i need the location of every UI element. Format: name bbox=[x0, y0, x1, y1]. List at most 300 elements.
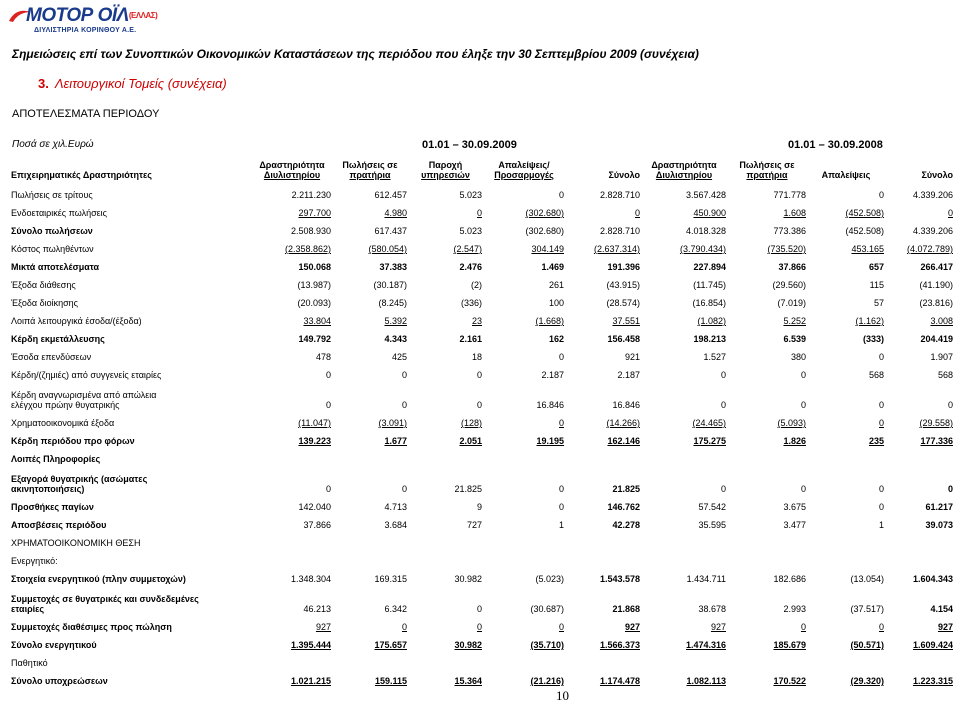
table-cell: 1.174.478 bbox=[599, 676, 640, 686]
table-cell: 0 bbox=[325, 400, 331, 410]
table-cell: 1.609.424 bbox=[912, 640, 953, 650]
table-cell: (35.710) bbox=[530, 640, 564, 650]
table-cell: (29.320) bbox=[850, 676, 884, 686]
table-cell: (2.547) bbox=[453, 244, 482, 254]
table-row bbox=[10, 380, 954, 410]
table-cell: (29.560) bbox=[772, 280, 806, 290]
table-cell: 57.542 bbox=[698, 502, 726, 512]
table-row bbox=[10, 632, 954, 650]
table-cell: 1.021.215 bbox=[290, 676, 331, 686]
table-cell: 4.339.206 bbox=[912, 190, 953, 200]
table-cell bbox=[727, 530, 807, 548]
column-header bbox=[807, 152, 885, 182]
table-cell: 0 bbox=[720, 484, 726, 494]
table-cell: (4.072.789) bbox=[906, 244, 953, 254]
table-cell bbox=[252, 446, 332, 464]
table-cell: 927 bbox=[710, 622, 726, 632]
table-cell: 2.187 bbox=[617, 370, 640, 380]
row-label: Έξοδα διάθεσης bbox=[11, 280, 76, 290]
table-row bbox=[10, 236, 954, 254]
table-header-row bbox=[10, 152, 954, 182]
row-label: Σύνολο πωλήσεων bbox=[11, 226, 93, 236]
table-cell bbox=[565, 548, 641, 566]
table-cell: (452.508) bbox=[845, 226, 884, 236]
table-cell: 304.149 bbox=[531, 244, 564, 254]
table-cell: 927 bbox=[315, 622, 331, 632]
table-cell: 0 bbox=[401, 400, 407, 410]
table-cell: 142.040 bbox=[298, 502, 331, 512]
table-cell bbox=[408, 548, 483, 566]
results-heading: ΑΠΟΤΕΛΕΣΜΑΤΑ ΠΕΡΙΟΔΟΥ bbox=[12, 108, 160, 120]
table-cell: 4.980 bbox=[384, 208, 407, 218]
row-label: Ενδοεταιρικές πωλήσεις bbox=[11, 208, 107, 218]
table-cell: 149.792 bbox=[298, 334, 331, 344]
table-cell: 0 bbox=[878, 502, 884, 512]
table-row bbox=[10, 290, 954, 308]
row-label: Πωλήσεις σε τρίτους bbox=[11, 190, 93, 200]
table-cell: 5.023 bbox=[459, 226, 482, 236]
table-cell: 4.343 bbox=[384, 334, 407, 344]
table-cell: 115 bbox=[869, 280, 884, 290]
table-cell: 37.383 bbox=[379, 262, 407, 272]
table-row bbox=[10, 254, 954, 272]
table-cell: 4.713 bbox=[384, 502, 407, 512]
table-cell bbox=[408, 446, 483, 464]
table-cell: 1.082.113 bbox=[686, 676, 726, 686]
table-cell: 0 bbox=[401, 622, 407, 632]
column-header-line1: Δραστηριότητα bbox=[259, 160, 325, 170]
table-cell: 227.894 bbox=[693, 262, 726, 272]
table-cell: 1.566.373 bbox=[599, 640, 640, 650]
section-title: 3. Λειτουργικοί Τομείς (συνέχεια) bbox=[38, 76, 227, 91]
table-cell: 0 bbox=[720, 370, 726, 380]
column-header-line2: Προσαρμογές bbox=[494, 170, 554, 180]
row-label: Συμμετοχές σε θυγατρικές και συνδεδεμένες εταιρίες bbox=[11, 594, 199, 614]
table-cell bbox=[727, 650, 807, 668]
units-label: Ποσά σε χιλ.Ευρώ bbox=[12, 139, 94, 150]
table-cell bbox=[727, 446, 807, 464]
table-cell bbox=[332, 446, 408, 464]
table-cell bbox=[483, 548, 565, 566]
table-cell: 16.846 bbox=[536, 400, 564, 410]
table-cell: (333) bbox=[862, 334, 884, 344]
column-header-label: Επιχειρηματικές Δραστηριότητες bbox=[11, 170, 152, 180]
column-header bbox=[565, 152, 641, 182]
table-cell: 1.604.343 bbox=[912, 574, 953, 584]
table-cell bbox=[483, 650, 565, 668]
table-cell: 100 bbox=[548, 298, 564, 308]
column-header bbox=[408, 152, 483, 182]
table-cell: (5.093) bbox=[777, 418, 806, 428]
column-header bbox=[641, 152, 727, 182]
table-cell: 0 bbox=[800, 400, 806, 410]
table-cell bbox=[332, 530, 408, 548]
table-cell: 57 bbox=[873, 298, 884, 308]
table-cell: 297.700 bbox=[298, 208, 331, 218]
table-row bbox=[10, 668, 954, 686]
table-row bbox=[10, 218, 954, 236]
table-cell: 9 bbox=[476, 502, 482, 512]
table-cell: 46.213 bbox=[303, 604, 331, 614]
table-cell: 1 bbox=[558, 520, 564, 530]
table-cell bbox=[727, 548, 807, 566]
table-cell bbox=[483, 446, 565, 464]
column-header-line1: Πωλήσεις σε bbox=[342, 160, 398, 170]
column-header-line2: Σύνολο bbox=[921, 170, 953, 180]
table-cell: 2.828.710 bbox=[599, 190, 640, 200]
column-header bbox=[885, 152, 954, 182]
table-row bbox=[10, 512, 954, 530]
table-cell: 0 bbox=[476, 604, 482, 614]
table-cell: 0 bbox=[558, 622, 564, 632]
table-cell: 3.684 bbox=[384, 520, 407, 530]
table-cell: (37.517) bbox=[850, 604, 884, 614]
table-cell: 0 bbox=[947, 484, 953, 494]
table-cell: 16.846 bbox=[612, 400, 640, 410]
table-cell: 568 bbox=[868, 370, 884, 380]
column-header-line1: Απαλείψεις/ bbox=[498, 160, 550, 170]
row-label: Συμμετοχές διαθέσιμες προς πώληση bbox=[11, 622, 172, 632]
row-label: Παθητικό bbox=[11, 658, 48, 668]
table-cell: 1 bbox=[878, 520, 884, 530]
row-label: Κόστος πωληθέντων bbox=[11, 244, 94, 254]
table-cell: (23.816) bbox=[919, 298, 953, 308]
table-cell: (1.162) bbox=[855, 316, 884, 326]
table-cell bbox=[807, 446, 885, 464]
table-cell bbox=[408, 530, 483, 548]
table-cell bbox=[885, 446, 954, 464]
column-header-line2: πρατήρια bbox=[746, 170, 788, 180]
column-header bbox=[727, 152, 807, 182]
table-row bbox=[10, 584, 954, 614]
table-cell: 162.146 bbox=[607, 436, 640, 446]
row-label: Λοιπές Πληροφορίες bbox=[11, 454, 101, 464]
table-cell: (41.190) bbox=[919, 280, 953, 290]
table-cell: 425 bbox=[391, 352, 407, 362]
table-cell: (452.508) bbox=[845, 208, 884, 218]
table-cell: 38.678 bbox=[698, 604, 726, 614]
table-row bbox=[10, 344, 954, 362]
table-cell: 0 bbox=[401, 370, 407, 380]
table-cell: 2.187 bbox=[541, 370, 564, 380]
table-cell: 0 bbox=[947, 400, 953, 410]
column-header bbox=[483, 152, 565, 182]
row-label: Στοιχεία ενεργητικού (πλην συμμετοχών) bbox=[11, 574, 186, 584]
table-cell: 568 bbox=[937, 370, 953, 380]
table-cell: 198.213 bbox=[693, 334, 726, 344]
table-cell: 1.677 bbox=[384, 436, 407, 446]
table-cell: 0 bbox=[720, 400, 726, 410]
table-cell: 35.595 bbox=[698, 520, 726, 530]
table-cell: 0 bbox=[558, 484, 564, 494]
table-cell: 0 bbox=[476, 622, 482, 632]
table-cell bbox=[641, 650, 727, 668]
row-label: Σύνολο υποχρεώσεων bbox=[11, 676, 108, 686]
table-cell: 0 bbox=[878, 190, 884, 200]
table-cell: 175.657 bbox=[374, 640, 407, 650]
table-cell: 727 bbox=[466, 520, 482, 530]
table-cell: 5.252 bbox=[783, 316, 806, 326]
table-cell: (302.680) bbox=[525, 226, 564, 236]
table-cell: (11.745) bbox=[693, 280, 726, 290]
row-label: Αποσβέσεις περιόδου bbox=[11, 520, 107, 530]
table-cell: 0 bbox=[476, 208, 482, 218]
table-cell: (24.465) bbox=[692, 418, 726, 428]
table-row bbox=[10, 650, 954, 668]
table-cell: 177.336 bbox=[920, 436, 953, 446]
table-row bbox=[10, 614, 954, 632]
table-cell: 612.457 bbox=[374, 190, 407, 200]
table-cell: 1.469 bbox=[541, 262, 564, 272]
table-cell: 1.434.711 bbox=[686, 574, 726, 584]
table-cell: 1.474.316 bbox=[685, 640, 726, 650]
table-row bbox=[10, 494, 954, 512]
table-cell: 3.567.428 bbox=[685, 190, 726, 200]
table-cell: 0 bbox=[878, 622, 884, 632]
table-cell: (11.047) bbox=[298, 418, 331, 428]
table-row bbox=[10, 200, 954, 218]
company-logo bbox=[8, 6, 158, 36]
table-cell: 0 bbox=[476, 370, 482, 380]
column-header bbox=[332, 152, 408, 182]
table-cell: (20.093) bbox=[297, 298, 331, 308]
column-header-line1: Παροχή bbox=[428, 160, 463, 170]
column-header-line2: Διυλιστηρίου bbox=[655, 170, 713, 180]
row-label: Εξαγορά θυγατρικής (ασώματες ακινητοποιήσεις) bbox=[11, 474, 148, 494]
table-cell: 2.051 bbox=[459, 436, 482, 446]
table-cell: 1.543.578 bbox=[599, 574, 640, 584]
table-cell: 1.907 bbox=[930, 352, 953, 362]
table-cell: (336) bbox=[460, 298, 482, 308]
table-row bbox=[10, 428, 954, 446]
table-cell: 18 bbox=[471, 352, 482, 362]
table-cell: 3.675 bbox=[783, 502, 806, 512]
table-cell: 6.342 bbox=[384, 604, 407, 614]
table-cell: 0 bbox=[878, 400, 884, 410]
table-row bbox=[10, 464, 954, 494]
table-cell: 39.073 bbox=[925, 520, 953, 530]
table-cell: 617.437 bbox=[374, 226, 407, 236]
table-cell: 150.068 bbox=[298, 262, 331, 272]
table-cell: 6.539 bbox=[783, 334, 806, 344]
column-header-line1: Πωλήσεις σε bbox=[739, 160, 795, 170]
table-cell bbox=[565, 530, 641, 548]
column-header-line2: υπηρεσιών bbox=[421, 170, 470, 180]
table-cell: 380 bbox=[790, 352, 806, 362]
table-cell: 921 bbox=[624, 352, 640, 362]
table-cell: 61.217 bbox=[925, 502, 953, 512]
table-cell: 261 bbox=[548, 280, 564, 290]
table-cell: (13.987) bbox=[297, 280, 331, 290]
row-label: Έξοδα διοίκησης bbox=[11, 298, 78, 308]
table-cell bbox=[332, 548, 408, 566]
table-cell: (7.019) bbox=[777, 298, 806, 308]
table-cell bbox=[885, 530, 954, 548]
row-label: Κέρδη/(ζημιές) από συγγενείς εταιρίες bbox=[11, 370, 162, 380]
table-cell: (30.187) bbox=[373, 280, 407, 290]
table-cell: 266.417 bbox=[920, 262, 953, 272]
table-cell: 450.900 bbox=[693, 208, 726, 218]
table-cell: 175.275 bbox=[693, 436, 726, 446]
table-cell: 235 bbox=[868, 436, 884, 446]
table-cell: 0 bbox=[800, 370, 806, 380]
table-cell: 3.477 bbox=[783, 520, 806, 530]
table-cell: 4.154 bbox=[930, 604, 953, 614]
table-cell: 169.315 bbox=[374, 574, 407, 584]
table-cell: 4.018.328 bbox=[685, 226, 726, 236]
table-cell: 146.762 bbox=[607, 502, 640, 512]
table-cell: (1.668) bbox=[535, 316, 564, 326]
row-label: ΧΡΗΜΑΤΟΟΙΚΟΝΟΜΙΚΗ ΘΕΣΗ bbox=[11, 538, 141, 548]
page-number: 10 bbox=[556, 688, 569, 703]
table-cell: (30.687) bbox=[530, 604, 564, 614]
row-label: Κέρδη αναγνωρισμένα από απώλεια ελέγχου πρώην θυγατρικής bbox=[11, 390, 157, 410]
table-cell: 927 bbox=[624, 622, 640, 632]
column-header-line2: Απαλείψεις bbox=[821, 170, 871, 180]
table-cell: 1.348.304 bbox=[290, 574, 331, 584]
table-cell: 2.211.230 bbox=[291, 190, 331, 200]
table-cell: 42.278 bbox=[612, 520, 640, 530]
segment-table bbox=[10, 152, 954, 686]
table-cell: (21.216) bbox=[530, 676, 564, 686]
table-cell: 21.825 bbox=[612, 484, 640, 494]
table-cell bbox=[807, 548, 885, 566]
table-row bbox=[10, 308, 954, 326]
table-row bbox=[10, 326, 954, 344]
table-row bbox=[10, 446, 954, 464]
column-header-line2: πρατήρια bbox=[349, 170, 391, 180]
table-cell: 2.828.710 bbox=[599, 226, 640, 236]
table-cell bbox=[408, 650, 483, 668]
table-cell bbox=[332, 650, 408, 668]
table-cell: 2.476 bbox=[459, 262, 482, 272]
row-label: Σύνολο ενεργητικού bbox=[11, 640, 97, 650]
table-cell: 453.165 bbox=[851, 244, 884, 254]
table-cell bbox=[565, 650, 641, 668]
table-cell bbox=[483, 530, 565, 548]
table-cell: 2.161 bbox=[459, 334, 482, 344]
table-cell: 0 bbox=[634, 208, 640, 218]
table-cell: 478 bbox=[315, 352, 331, 362]
table-cell: 0 bbox=[558, 352, 564, 362]
table-cell: 927 bbox=[937, 622, 953, 632]
row-label: Κέρδη εκμετάλλευσης bbox=[11, 334, 105, 344]
table-cell bbox=[565, 446, 641, 464]
column-header-line2: Διυλιστηρίου bbox=[263, 170, 321, 180]
table-cell: 182.686 bbox=[773, 574, 806, 584]
table-row bbox=[10, 530, 954, 548]
table-cell: 15.364 bbox=[454, 676, 482, 686]
table-cell bbox=[252, 530, 332, 548]
table-cell: 657 bbox=[868, 262, 884, 272]
row-label: Προσθήκες παγίων bbox=[11, 502, 94, 512]
row-label: Κέρδη περιόδου προ φόρων bbox=[11, 436, 135, 446]
row-label: Χρηματοοικονομικά έξοδα bbox=[11, 418, 115, 428]
table-cell: 37.866 bbox=[303, 520, 331, 530]
table-cell: (302.680) bbox=[525, 208, 564, 218]
table-cell: 1.608 bbox=[783, 208, 806, 218]
table-cell: 30.982 bbox=[454, 574, 482, 584]
row-label: Λοιπά λειτουργικά έσοδα/(έξοδα) bbox=[11, 316, 142, 326]
table-cell: 2.508.930 bbox=[290, 226, 331, 236]
table-cell: 156.458 bbox=[607, 334, 640, 344]
table-cell: 0 bbox=[476, 400, 482, 410]
row-label: Μικτά αποτελέσματα bbox=[11, 262, 100, 272]
table-cell: 0 bbox=[878, 418, 884, 428]
table-cell: (8.245) bbox=[378, 298, 407, 308]
table-cell: (28.574) bbox=[606, 298, 640, 308]
table-cell: 0 bbox=[947, 208, 953, 218]
table-cell: 1.223.315 bbox=[912, 676, 953, 686]
table-cell bbox=[252, 650, 332, 668]
table-cell bbox=[641, 446, 727, 464]
table-cell bbox=[885, 548, 954, 566]
table-cell: (2) bbox=[471, 280, 482, 290]
table-cell: 19.195 bbox=[536, 436, 564, 446]
column-header-line2: Σύνολο bbox=[608, 170, 640, 180]
table-cell: (735.520) bbox=[767, 244, 806, 254]
table-cell: 4.339.206 bbox=[912, 226, 953, 236]
table-row bbox=[10, 548, 954, 566]
table-cell: 170.522 bbox=[773, 676, 806, 686]
column-header bbox=[252, 152, 332, 182]
period-2009: 01.01 – 30.09.2009 bbox=[422, 139, 517, 151]
table-cell: 37.866 bbox=[778, 262, 806, 272]
table-row bbox=[10, 182, 954, 200]
column-header-line1: Δραστηριότητα bbox=[651, 160, 717, 170]
table-cell: 37.551 bbox=[612, 316, 640, 326]
logo-subtitle: ΔΙΥΛΙΣΤΗΡΙΑ ΚΟΡΙΝΘΟΥ Α.Ε. bbox=[34, 27, 137, 34]
table-row bbox=[10, 566, 954, 584]
table-cell: 21.825 bbox=[454, 484, 482, 494]
table-cell: (5.023) bbox=[535, 574, 564, 584]
table-cell: 0 bbox=[800, 484, 806, 494]
table-cell: 0 bbox=[878, 352, 884, 362]
table-cell: (580.054) bbox=[368, 244, 407, 254]
table-cell: 2.993 bbox=[783, 604, 806, 614]
table-cell: (128) bbox=[460, 418, 482, 428]
table-cell bbox=[885, 650, 954, 668]
table-cell bbox=[252, 548, 332, 566]
table-cell: (3.790.434) bbox=[679, 244, 726, 254]
table-cell: (14.266) bbox=[606, 418, 640, 428]
table-cell: 0 bbox=[558, 190, 564, 200]
table-cell bbox=[641, 530, 727, 548]
table-cell: 162 bbox=[548, 334, 564, 344]
table-cell: 0 bbox=[878, 484, 884, 494]
row-label: Έσοδα επενδύσεων bbox=[11, 352, 92, 362]
table-cell: 159.115 bbox=[374, 676, 407, 686]
table-cell: (3.091) bbox=[378, 418, 407, 428]
table-cell: 0 bbox=[558, 502, 564, 512]
table-cell: (13.054) bbox=[850, 574, 884, 584]
table-cell: 3.008 bbox=[930, 316, 953, 326]
logo-text: ΜΟΤΟΡ $OΪ\Lambda^{(E\Lambda\Lambda A\Sigma)}$ bbox=[26, 5, 158, 26]
table-cell: 0 bbox=[401, 484, 407, 494]
table-cell: 30.982 bbox=[454, 640, 482, 650]
table-cell: (43.915) bbox=[606, 280, 640, 290]
table-cell: (29.558) bbox=[919, 418, 953, 428]
table-cell: 773.386 bbox=[773, 226, 806, 236]
table-cell: 0 bbox=[558, 418, 564, 428]
table-cell: 21.868 bbox=[612, 604, 640, 614]
table-cell bbox=[807, 530, 885, 548]
table-cell: 139.223 bbox=[298, 436, 331, 446]
table-cell: 1.395.444 bbox=[290, 640, 331, 650]
table-cell: 204.419 bbox=[920, 334, 953, 344]
table-cell: 33.804 bbox=[303, 316, 331, 326]
table-cell: (2.637.314) bbox=[593, 244, 640, 254]
